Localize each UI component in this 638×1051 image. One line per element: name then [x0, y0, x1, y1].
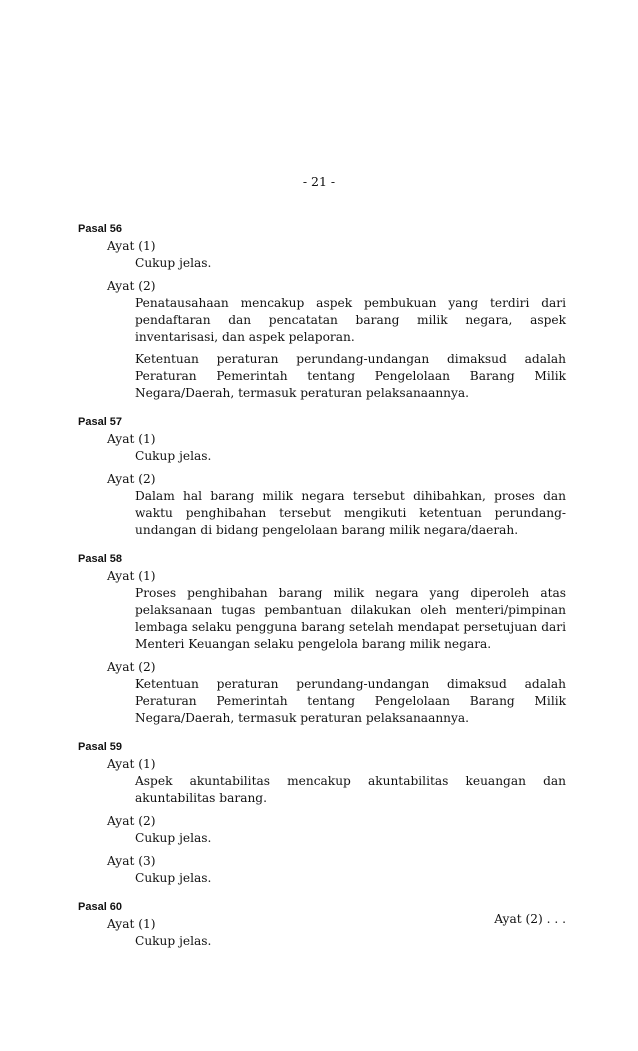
document-body	[78, 222, 566, 963]
pasal-title: Pasal 60	[78, 901, 123, 913]
ayat-label: Ayat (1)	[107, 757, 156, 771]
ayat-paragraph: Ketentuan peraturan perundang-undangan dimaksud adalah Peraturan Pemerintah tentang Pengelolaan Barang Milik Negara/Daerah, termasuk peraturan pelaksanaannya.	[135, 352, 566, 400]
ayat-block	[107, 278, 566, 402]
ayat-paragraph: Aspek akuntabilitas mencakup akuntabilitas keuangan dan akuntabilitas barang.	[135, 774, 566, 805]
ayat-paragraph: Cukup jelas.	[135, 934, 212, 948]
ayat-block	[107, 659, 566, 727]
ayat-block	[107, 238, 566, 272]
ayat-paragraph: Penatausahaan mencakup aspek pembukuan yang terdiri dari pendaftaran dan pencatatan barang milik negara, aspek inventarisasi, dan aspek pelaporan.	[135, 296, 566, 344]
ayat-paragraph: Ketentuan peraturan perundang-undangan dimaksud adalah Peraturan Pemerintah tentang Pengelolaan Barang Milik Negara/Daerah, termasuk peraturan pelaksanaannya.	[135, 677, 566, 725]
pasal-section	[78, 900, 566, 950]
pasal-title: Pasal 57	[78, 416, 123, 428]
ayat-label: Ayat (2)	[107, 472, 156, 486]
pasal-section	[78, 740, 566, 887]
ayat-label: Ayat (2)	[107, 814, 156, 828]
ayat-block	[107, 568, 566, 653]
pasal-section	[78, 415, 566, 539]
ayat-label: Ayat (1)	[107, 569, 156, 583]
ayat-label: Ayat (1)	[107, 917, 156, 931]
ayat-paragraph: Cukup jelas.	[135, 449, 212, 463]
ayat-block	[107, 756, 566, 807]
ayat-paragraph: Proses penghibahan barang milik negara yang diperoleh atas pelaksanaan tugas pembantuan dilakukan oleh menteri/pimpinan lembaga selaku pengguna barang setelah mendapat persetujuan dari Menteri Keuangan selaku pengelola barang milik negara.	[135, 586, 566, 651]
ayat-paragraph: Cukup jelas.	[135, 831, 212, 845]
ayat-label: Ayat (2)	[107, 279, 156, 293]
ayat-block	[107, 431, 566, 465]
ayat-paragraph: Cukup jelas.	[135, 871, 212, 885]
ayat-paragraph: Cukup jelas.	[135, 256, 212, 270]
pasal-section	[78, 552, 566, 727]
ayat-label: Ayat (1)	[107, 239, 156, 253]
catchword: Ayat (2) . . .	[494, 912, 566, 926]
pasal-title: Pasal 56	[78, 223, 123, 235]
pasal-title: Pasal 58	[78, 553, 123, 565]
ayat-label: Ayat (1)	[107, 432, 156, 446]
ayat-block	[107, 813, 566, 847]
pasal-title: Pasal 59	[78, 741, 123, 753]
page-number: - 21 -	[302, 174, 336, 189]
pasal-section	[78, 222, 566, 402]
ayat-block	[107, 853, 566, 887]
ayat-block	[107, 471, 566, 539]
ayat-paragraph: Dalam hal barang milik negara tersebut dihibahkan, proses dan waktu penghibahan tersebut mengikuti ketentuan perundang-undangan di bidang pengelolaan barang milik negara/daerah.	[135, 489, 566, 537]
ayat-label: Ayat (2)	[107, 660, 156, 674]
ayat-label: Ayat (3)	[107, 854, 156, 868]
